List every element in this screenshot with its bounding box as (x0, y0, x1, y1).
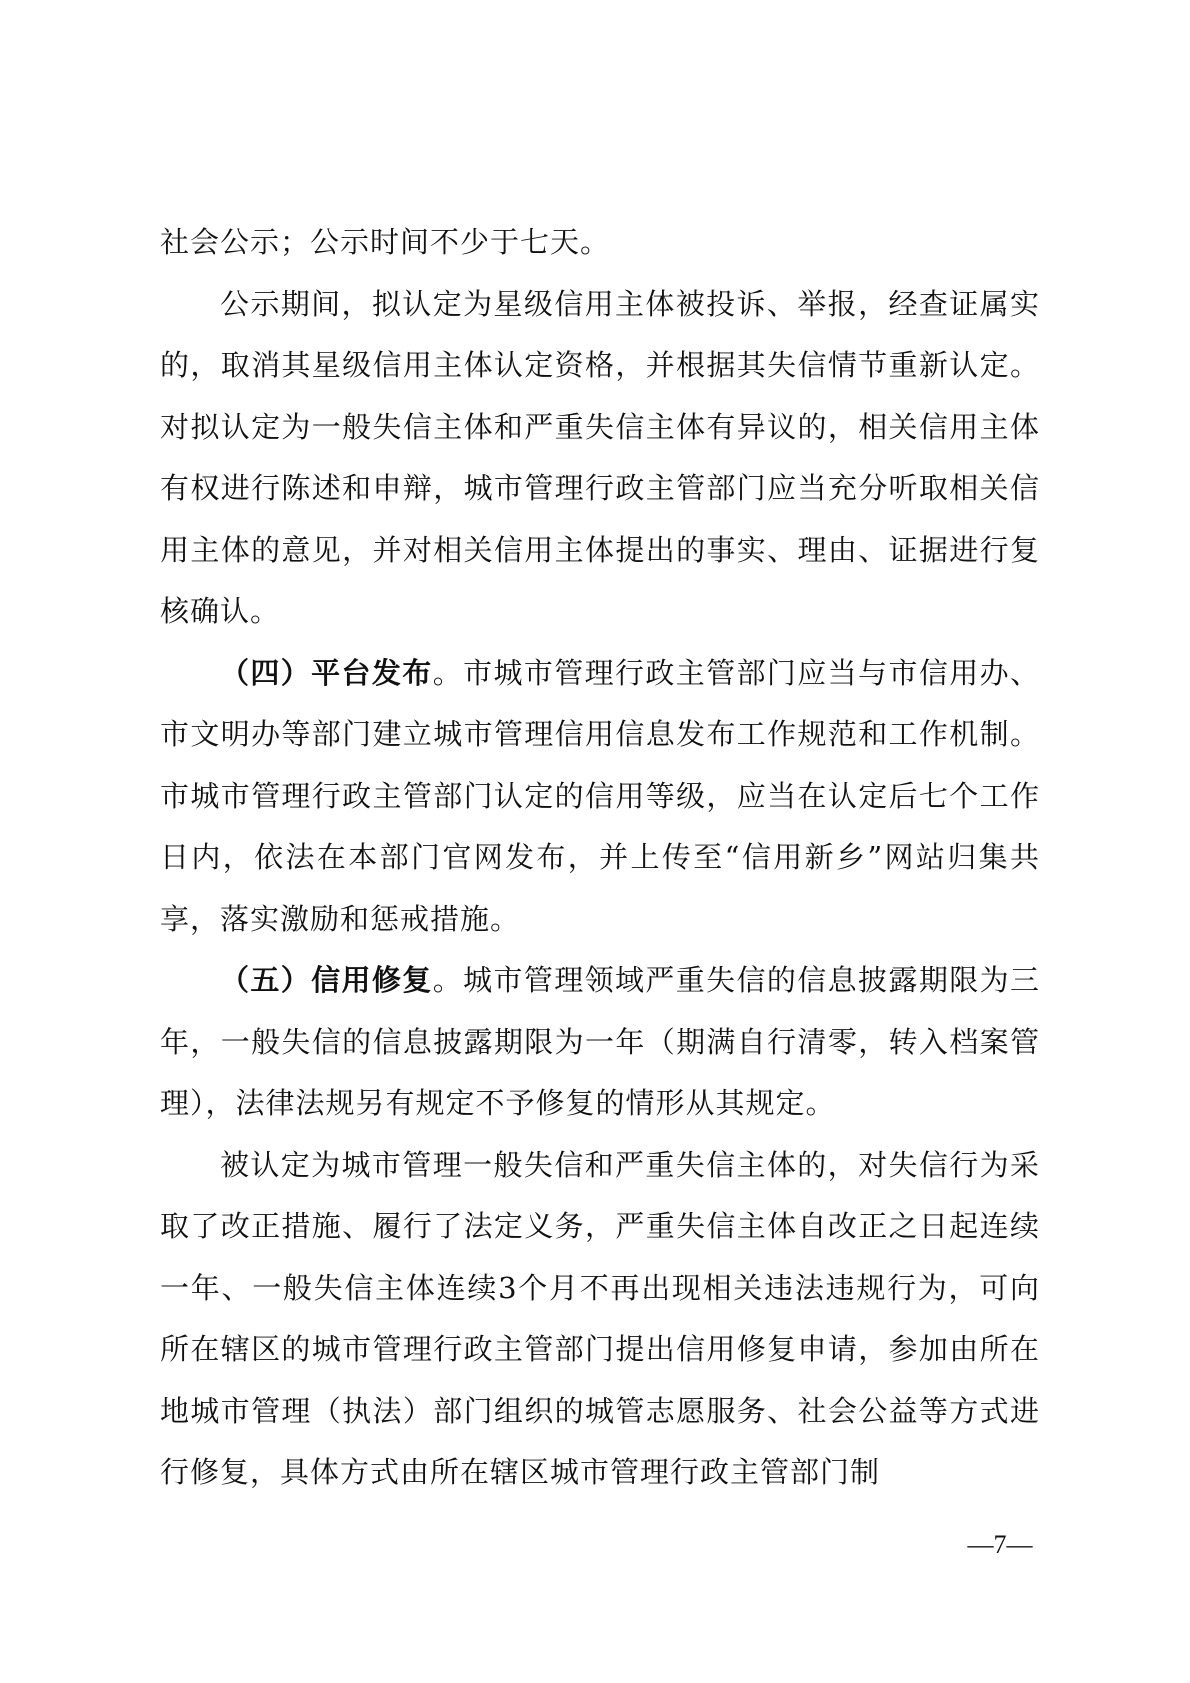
paragraph-repair-application (160, 1135, 1040, 1504)
paragraph-text: 被认定为城市管理一般失信和严重失信主体的，对失信行为采取了改正措施、履行了法定义务，严重失信主体自改正之日起连续一年、一般失信主体连续3个月不再出现相关违法违规行为，可向所在辖区的城市管理行政主管部门提出信用修复申请，参加由所在地城市管理（执法）部门组织的城管志愿服务、社会公益等方式进行修复，具体方式由所在辖区城市管理行政主管部门制 (160, 1147, 1040, 1489)
section-heading-platform-release: （四）平台发布 (220, 655, 433, 690)
section-heading-credit-repair: （五）信用修复 (220, 963, 433, 997)
paragraph-publicity-period (160, 212, 1040, 274)
paragraph-platform-release (160, 643, 1040, 951)
page-number: —7— (967, 1530, 1033, 1559)
document-body (160, 212, 1040, 1504)
paragraph-credit-repair (160, 950, 1040, 1135)
paragraph-text: 社会公示；公示时间不少于七天。 (160, 225, 611, 259)
paragraph-text: 。市城市管理行政主管部门应当与市信用办、市文明办等部门建立城市管理信用信息发布工作规范和工作机制。市城市管理行政主管部门认定的信用等级，应当在认定后七个工作日内，依法在本部门官网发布，并上传至“信用新乡”网站归集共享，落实激励和惩戒措施。 (160, 655, 1040, 936)
paragraph-text: 公示期间，拟认定为星级信用主体被投诉、举报，经查证属实的，取消其星级信用主体认定资格，并根据其失信情节重新认定。对拟认定为一般失信主体和严重失信主体有异议的，相关信用主体有权进行陈述和申辩，城市管理行政主管部门应当充分听取相关信用主体的意见，并对相关信用主体提出的事实、理由、证据进行复核确认。 (160, 286, 1040, 628)
paragraph-text: 。城市管理领域严重失信的信息披露期限为三年，一般失信的信息披露期限为一年（期满自行清零，转入档案管理），法律法规另有规定不予修复的情形从其规定。 (160, 963, 1040, 1120)
paragraph-objection-review (160, 274, 1040, 643)
